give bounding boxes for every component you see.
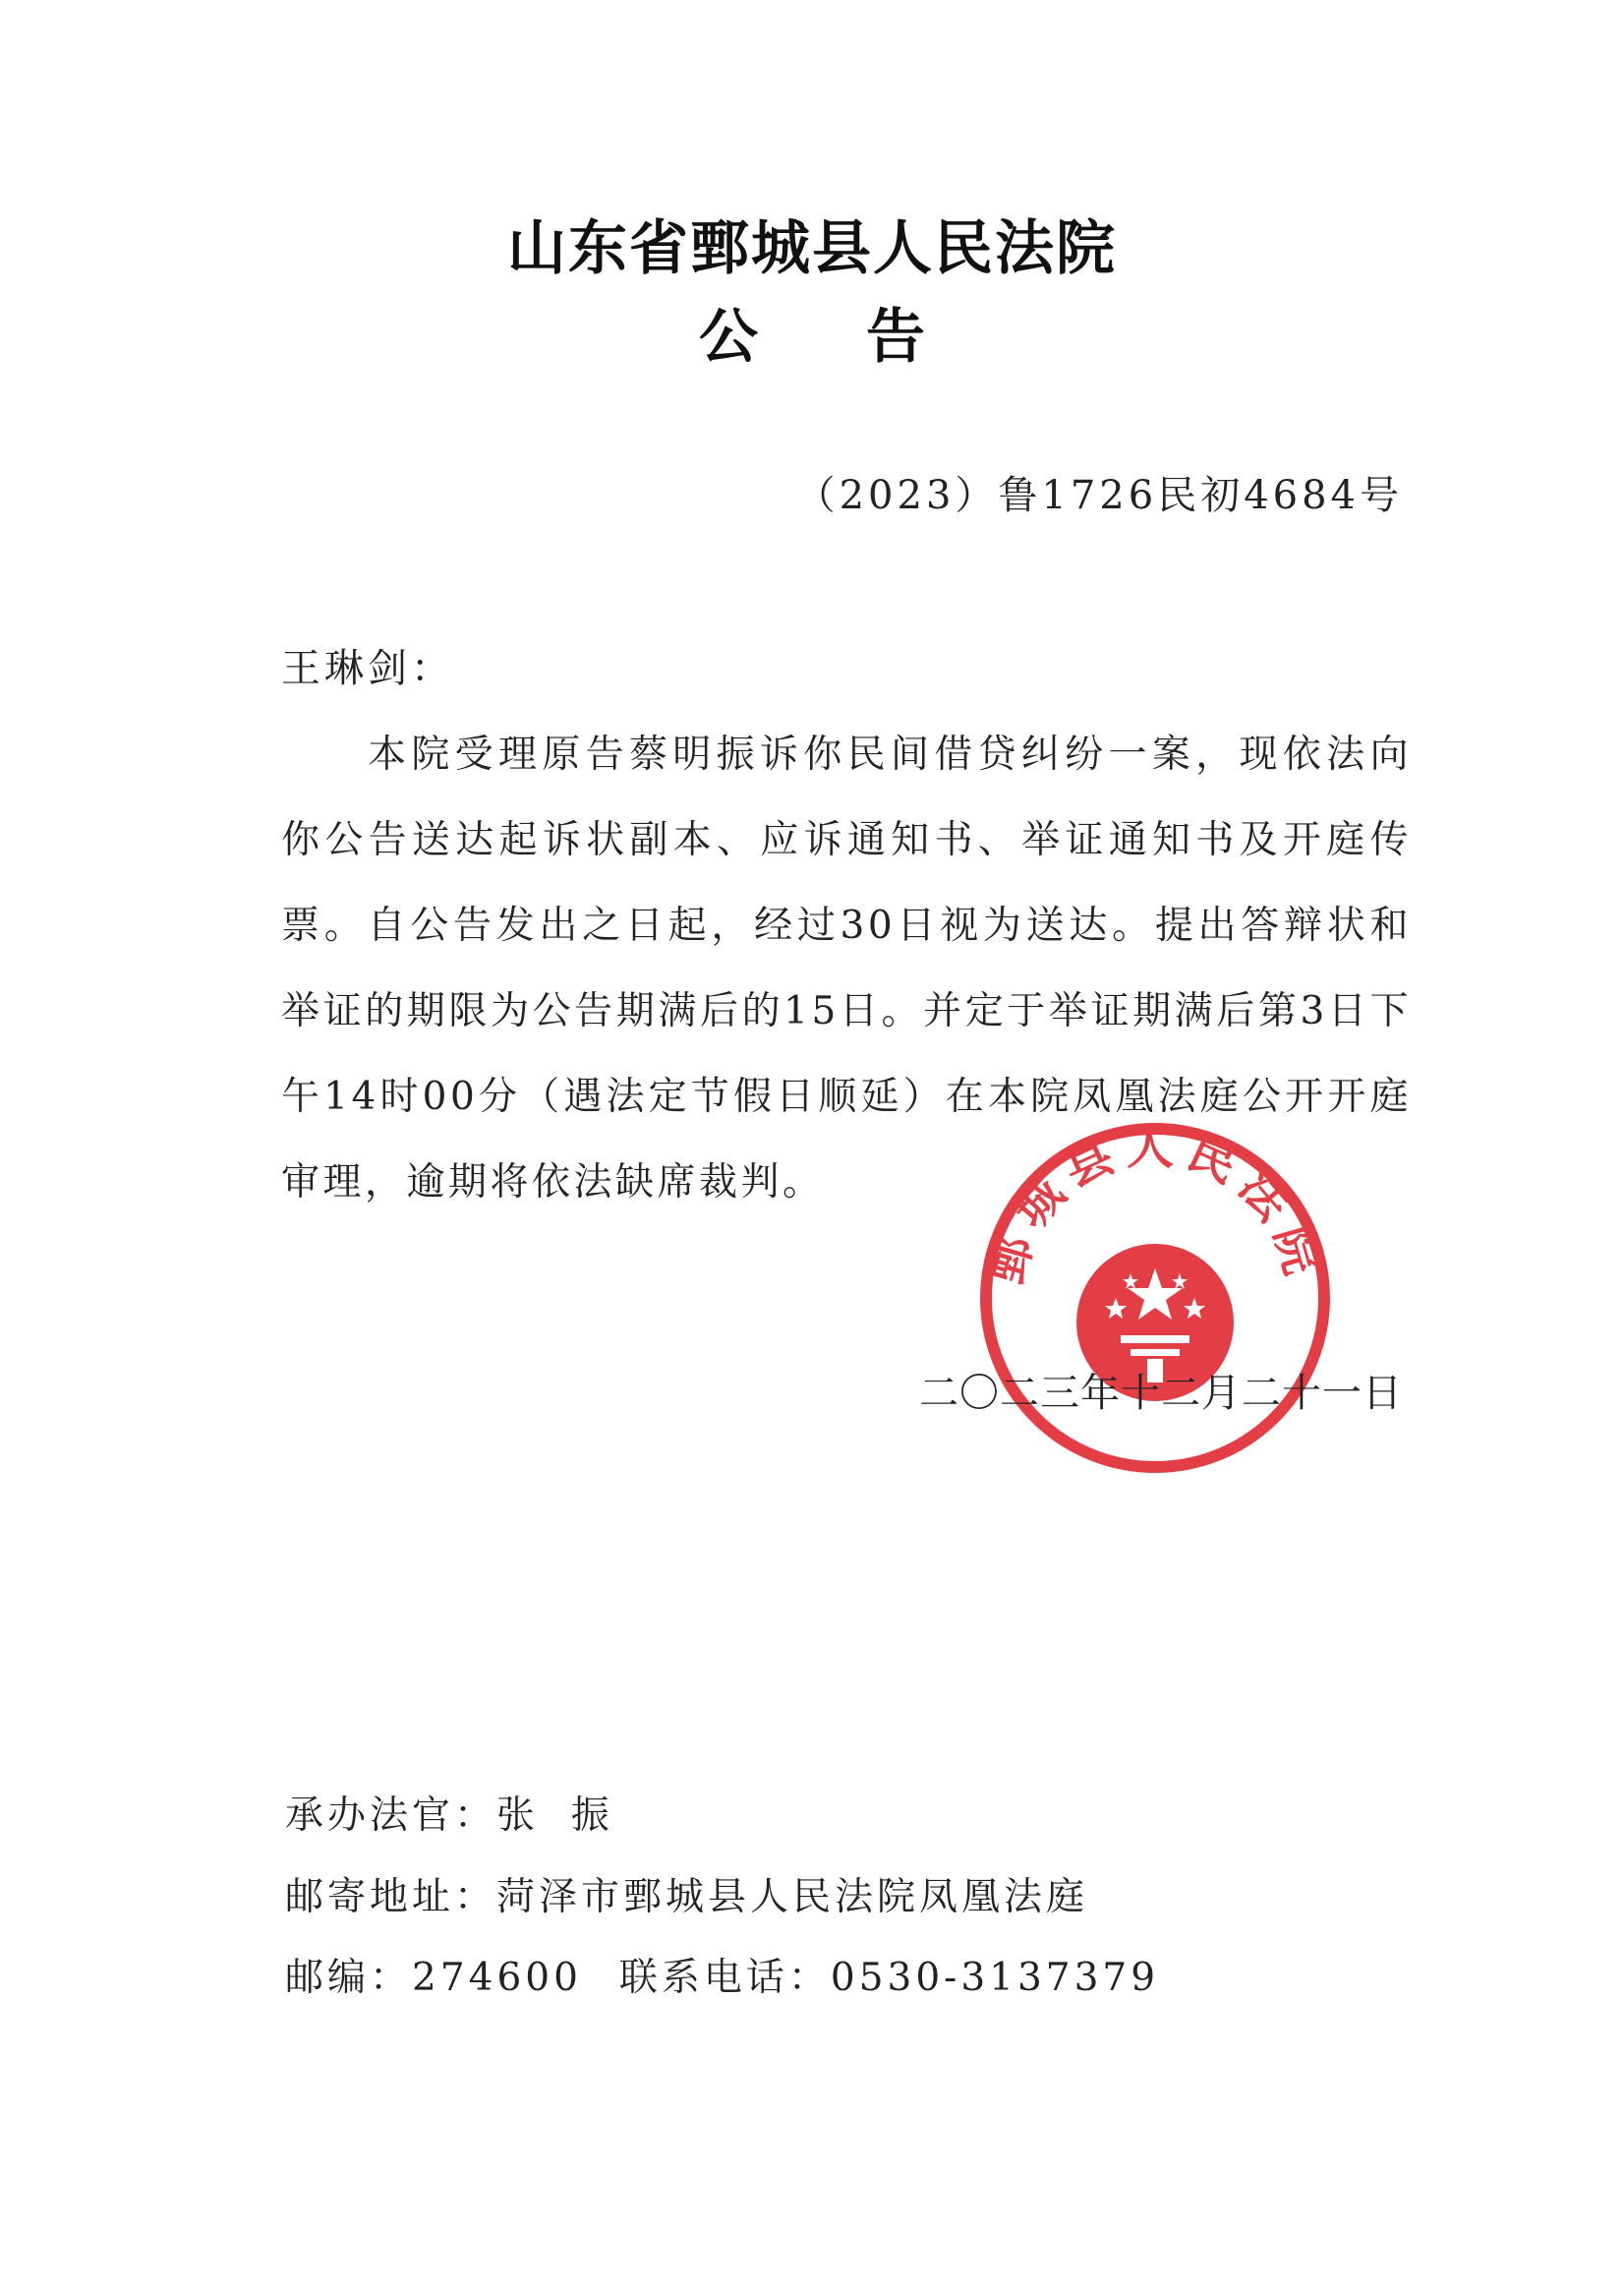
address-line <box>285 1866 1088 1921</box>
address-value: 菏泽市鄄城县人民法院凤凰法庭 <box>496 1875 1089 1919</box>
address-label: 邮寄地址： <box>285 1875 497 1919</box>
addressee: 王琳剑： <box>281 646 454 691</box>
postcode-label: 邮编： <box>285 1956 413 2000</box>
postcode-value: 274600 <box>412 1956 582 2000</box>
phone-label: 联系电话： <box>618 1956 831 2000</box>
judge-line <box>285 1785 613 1840</box>
phone-value: 0530-3137379 <box>830 1956 1160 2000</box>
notice-body: 本院受理原告蔡明振诉你民间借贷纠纷一案，现依法向你公告送达起诉状副本、应诉通知书、举证通知书及开庭传票。自公告发出之日起，经过30日视为送达。提出答辩状和举证的期限为公告期满后的15日。并定于举证期满后第3日下午14时00分（遇法定节假日顺延）在本院凤凰法庭公开开庭审理，逾期将依法缺席裁判。 <box>281 733 1412 1205</box>
contact-line <box>285 1947 1159 2002</box>
court-name-heading: 山东省鄄城县人民法院 <box>507 214 1117 283</box>
seal-text: 鄄城县人民法院 <box>977 1120 1333 1290</box>
case-number: （2023）鲁1726民初4684号 <box>795 473 1403 518</box>
document-type-heading: 公告 <box>699 303 1033 372</box>
court-seal-icon <box>968 1111 1342 1485</box>
judge-name: 张 振 <box>496 1793 613 1838</box>
issue-date: 二〇二三年十二月二十一日 <box>919 1371 1403 1416</box>
judge-label: 承办法官： <box>285 1793 497 1838</box>
